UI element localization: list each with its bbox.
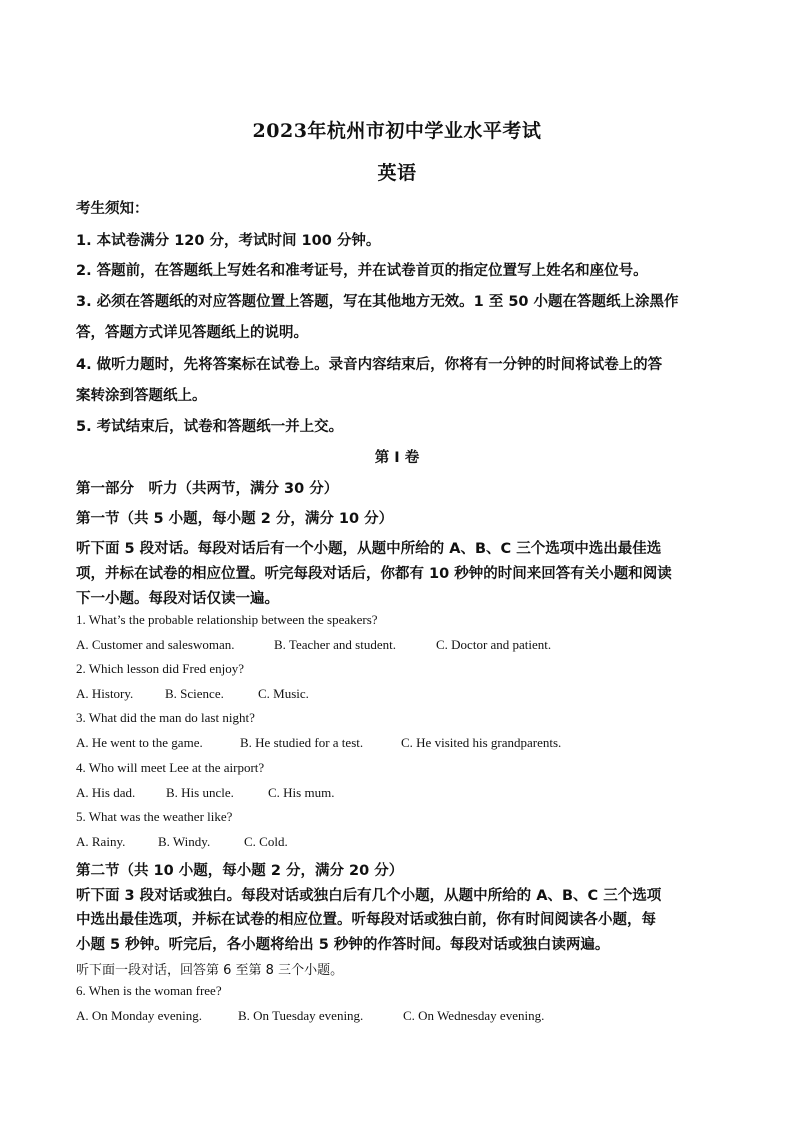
option-a: A. His dad. bbox=[76, 785, 136, 800]
option-b: B. On Tuesday evening. bbox=[238, 1008, 364, 1023]
option-a: A. History. bbox=[76, 686, 134, 701]
notice-line: 答，答题方式详见答题纸上的说明。 bbox=[76, 325, 308, 341]
question-4: 4. Who will meet Lee at the airport? bbox=[76, 760, 265, 775]
option-c: C. Cold. bbox=[244, 834, 288, 849]
option-a: A. On Monday evening. bbox=[76, 1008, 203, 1023]
question-1: 1. What’s the probable relationship between the speakers? bbox=[76, 612, 378, 627]
option-c: C. On Wednesday evening. bbox=[403, 1008, 545, 1023]
instruction-line: 小题 5 秒钟。听完后，各小题将给出 5 秒钟的作答时间。每段对话或独白读两遍。 bbox=[76, 937, 610, 953]
instruction-line: 中选出最佳选项，并标在试卷的相应位置。听每段对话或独白前，你有时间阅读各小题，每 bbox=[76, 912, 656, 928]
option-c: C. Music. bbox=[258, 686, 309, 701]
notice-line: 2. 答题前，在答题纸上写姓名和准考证号，并在试卷首页的指定位置写上姓名和座位号。 bbox=[76, 263, 648, 279]
notice-line: 5. 考试结束后，试卷和答题纸一并上交。 bbox=[76, 419, 344, 435]
instruction-line: 听下面 5 段对话。每段对话后有一个小题，从题中所给的 A、B、C 三个选项中选出最佳选 bbox=[76, 541, 662, 557]
options-1 bbox=[76, 637, 722, 653]
subject-title: 英语 bbox=[377, 162, 417, 184]
question-6: 6. When is the woman free? bbox=[76, 983, 222, 998]
option-b: B. He studied for a test. bbox=[240, 735, 364, 750]
question-3: 3. What did the man do last night? bbox=[76, 710, 255, 725]
instruction-line: 下一小题。每段对话仅读一遍。 bbox=[76, 591, 279, 607]
question-5: 5. What was the weather like? bbox=[76, 809, 233, 824]
option-b: B. Teacher and student. bbox=[274, 637, 396, 652]
option-b: B. Science. bbox=[165, 686, 224, 701]
notice-line: 案转涂到答题纸上。 bbox=[76, 388, 207, 404]
section-heading: 第二节（共 10 小题，每小题 2 分，满分 20 分） bbox=[76, 863, 404, 879]
option-b: B. Windy. bbox=[158, 834, 211, 849]
option-a: A. He went to the game. bbox=[76, 735, 203, 750]
options-3 bbox=[76, 735, 722, 751]
section-heading: 第一节（共 5 小题，每小题 2 分，满分 10 分） bbox=[76, 511, 394, 527]
volume-label: 第 I 卷 bbox=[374, 450, 420, 466]
question-2: 2. Which lesson did Fred enjoy? bbox=[76, 661, 245, 676]
option-a: A. Customer and saleswoman. bbox=[76, 637, 235, 652]
instruction-line: 听下面 3 段对话或独白。每段对话或独白后有几个小题，从题中所给的 A、B、C 三个选项 bbox=[76, 888, 662, 904]
options-6 bbox=[76, 1008, 722, 1024]
part-heading: 第一部分 听力（共两节，满分 30 分） bbox=[76, 481, 339, 497]
notice-heading: 考生须知： bbox=[76, 201, 149, 217]
subnote: 听下面一段对话，回答第 6 至第 8 三个小题。 bbox=[76, 963, 344, 978]
notice-line: 3. 必须在答题纸的对应答题位置上答题，写在其他地方无效。1 至 50 小题在答题纸上涂黑作 bbox=[76, 294, 679, 310]
options-4 bbox=[76, 785, 722, 801]
option-c: C. He visited his grandparents. bbox=[401, 735, 562, 750]
notice-line: 4. 做听力题时，先将答案标在试卷上。录音内容结束后，你将有一分钟的时间将试卷上的答 bbox=[76, 357, 663, 373]
option-c: C. Doctor and patient. bbox=[436, 637, 552, 652]
options-2 bbox=[76, 686, 722, 702]
instruction-line: 项，并标在试卷的相应位置。听完每段对话后，你都有 10 秒钟的时间来回答有关小题和阅读 bbox=[76, 566, 672, 582]
options-5 bbox=[76, 834, 722, 850]
option-a: A. Rainy. bbox=[76, 834, 126, 849]
notice-line: 1. 本试卷满分 120 分，考试时间 100 分钟。 bbox=[76, 233, 381, 249]
option-c: C. His mum. bbox=[268, 785, 335, 800]
exam-title: 2023年杭州市初中学业水平考试 bbox=[252, 120, 542, 142]
option-b: B. His uncle. bbox=[166, 785, 234, 800]
